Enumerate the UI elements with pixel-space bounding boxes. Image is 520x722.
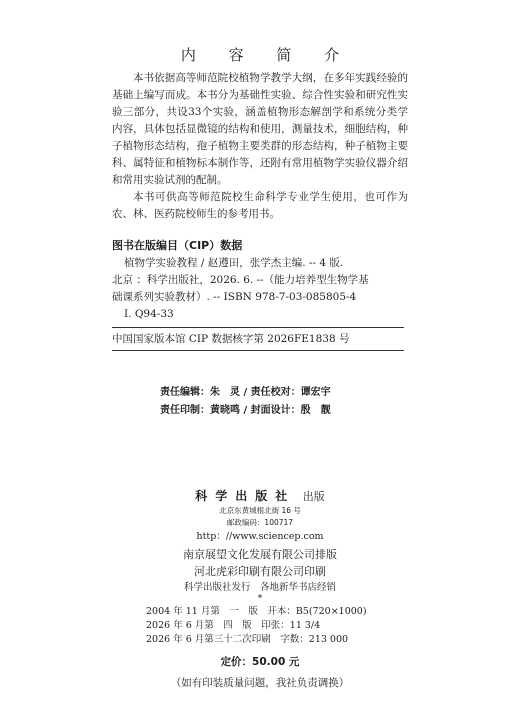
cip-data-block	[112, 238, 402, 323]
content-summary	[112, 70, 408, 223]
publisher-postcode: 邮政编码：100717	[226, 518, 294, 527]
cip-number: 中国国家版本馆 CIP 数据核字第 2026FE1838 号	[112, 333, 350, 345]
cip-line: 北京 ：科学出版社，2026. 6. --（能力培养型生物学基	[112, 274, 369, 286]
price: 定价：50.00 元	[220, 656, 300, 668]
staff-credits	[160, 384, 331, 420]
cip-divider	[112, 350, 404, 351]
publisher-logo: 科学出版社	[195, 489, 296, 503]
edition-row: 2026 年 6 月第 四 版 印张：11 3/4	[146, 620, 321, 631]
summary-paragraph: 本书依据高等师范院校植物学教学大纲，在多年实践经验的基础上编写而成。本书分为基础性实验、综合性实验和研究性实验三部分，共设33个实验，涵盖植物形态解剖学和系统分类学内容，具体包括显微镜的结构和使用，测量技术，细胞结构，种子植物形态结构，孢子植物主要类群的形态结构，种子植物主要科、属特征和植物标本制作等，还附有常用植物学实验仪器介绍和常用实验试剂的配制。	[112, 72, 408, 186]
distribution-line: 科学出版社发行 各地新华书店经销	[183, 582, 336, 593]
page-title: 内 容 简 介	[180, 46, 354, 64]
cip-line: 植物学实验教程 / 赵遵田，张学杰主编. -- 4 版.	[124, 257, 344, 269]
publisher-suffix: 出版	[302, 490, 325, 503]
summary-paragraph: 本书可供高等师范院校生命科学专业学生使用，也可作为农、林、医药院校师生的参考用书。	[112, 191, 408, 220]
printing-credit: 责任印制：黄晓鸣 / 封面设计：殷 靓	[160, 405, 331, 416]
printer-line: 河北虎彩印刷有限公司印刷	[194, 565, 326, 578]
publisher-address: 北京东黄城根北街 16 号	[219, 506, 301, 515]
edition-table	[146, 605, 367, 647]
quality-notice: （如有印装质量问题，我社负责调换）	[170, 677, 350, 689]
separator-asterisk: *	[257, 594, 263, 604]
cip-record	[112, 255, 402, 323]
publisher-line	[0, 487, 520, 504]
cip-line: Ⅰ. Q94-33	[124, 308, 174, 320]
edition-row: 2004 年 11 月第 一 版 开本：B5(720×1000)	[146, 606, 367, 617]
edition-row: 2026 年 6 月第三十二次印刷 字数：213 000	[146, 634, 349, 645]
editor-credit: 责任编辑：朱 灵 / 责任校对：谭宏宇	[160, 387, 331, 398]
publisher-website: http：//www.sciencep.com	[196, 531, 324, 542]
cip-line: 础课系列实验教材）. -- ISBN 978-7-03-085805-4	[112, 291, 357, 303]
cip-heading: 图书在版编目（CIP）数据	[112, 239, 243, 252]
cip-divider	[112, 327, 404, 328]
typesetter-line: 南京展望文化发展有限公司排版	[183, 548, 337, 561]
